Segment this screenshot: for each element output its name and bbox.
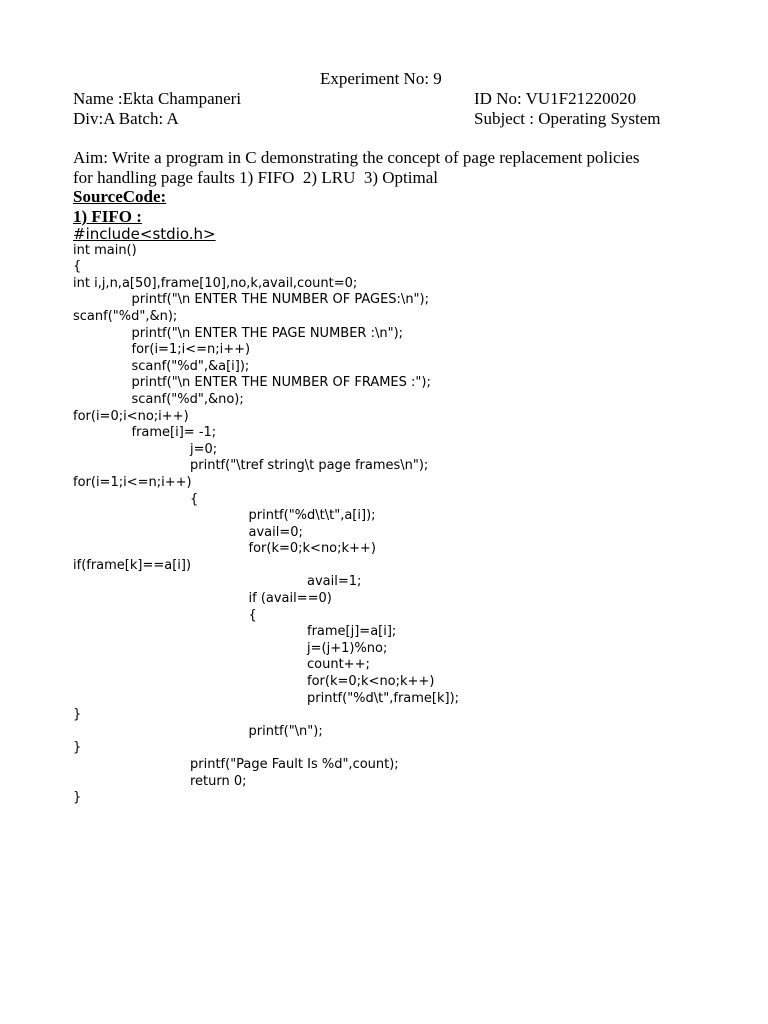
code-line: } — [73, 740, 82, 756]
code-line: printf("%d\t\t",a[i]); — [248, 508, 376, 524]
code-line: frame[j]=a[i]; — [307, 624, 397, 640]
source-code-heading: SourceCode: — [73, 187, 167, 206]
code-line: avail=0; — [248, 524, 303, 540]
division-batch: Div:A Batch: A — [73, 109, 179, 128]
subject: Subject : Operating System — [474, 109, 661, 128]
code-line: scanf("%d",&no); — [131, 391, 244, 407]
code-line: } — [73, 790, 82, 806]
code-line: printf("\n ENTER THE NUMBER OF PAGES:\n"); — [131, 292, 429, 308]
code-lines — [73, 243, 753, 807]
code-line: for(k=0;k<no;k++) — [248, 541, 376, 557]
code-line: int i,j,n,a[50],frame[10],no,k,avail,count=0; — [73, 275, 358, 291]
code-line: j=0; — [190, 441, 218, 457]
student-name: Name :Ekta Champaneri — [73, 89, 242, 108]
aim-line-1: Aim: Write a program in C demonstrating the concept of page replacement policies — [73, 148, 640, 167]
code-line: avail=1; — [307, 574, 362, 590]
code-line: for(i=0;i<no;i++) — [73, 408, 189, 424]
code-line: return 0; — [190, 773, 247, 789]
code-line: scanf("%d",&a[i]); — [131, 358, 250, 374]
code-line: { — [190, 491, 199, 507]
code-include-line: #include<stdio.h> — [73, 225, 216, 243]
code-line: if (avail==0) — [248, 591, 332, 607]
code-line: scanf("%d",&n); — [73, 308, 178, 324]
code-line: if(frame[k]==a[i]) — [73, 557, 192, 573]
code-line: } — [73, 707, 82, 723]
code-line: printf("Page Fault Is %d",count); — [190, 757, 399, 772]
code-line: printf("\tref string\t page frames\n"); — [190, 458, 429, 474]
code-block — [73, 226, 753, 807]
experiment-title: Experiment No: 9 — [320, 69, 442, 88]
code-line: for(k=0;k<no;k++) — [307, 674, 435, 690]
code-line: printf("\n ENTER THE PAGE NUMBER :\n"); — [131, 325, 404, 341]
code-line: count++; — [307, 657, 370, 673]
code-line: for(i=1;i<=n;i++) — [131, 342, 251, 358]
code-line: printf("%d\t",frame[k]); — [307, 690, 460, 706]
code-line: for(i=1;i<=n;i++) — [73, 474, 192, 490]
code-line: printf("\n"); — [248, 723, 323, 739]
code-line: frame[i]= -1; — [131, 425, 217, 441]
code-line: { — [248, 607, 257, 623]
fifo-heading: 1) FIFO : — [73, 207, 142, 226]
aim-line-2: for handling page faults 1) FIFO 2) LRU 3) Optimal — [73, 168, 438, 187]
code-line: { — [73, 259, 82, 275]
code-line: j=(j+1)%no; — [307, 640, 388, 656]
code-line: int main() — [73, 242, 137, 258]
student-id: ID No: VU1F21220020 — [474, 89, 637, 108]
code-line: printf("\n ENTER THE NUMBER OF FRAMES :"); — [131, 375, 431, 391]
